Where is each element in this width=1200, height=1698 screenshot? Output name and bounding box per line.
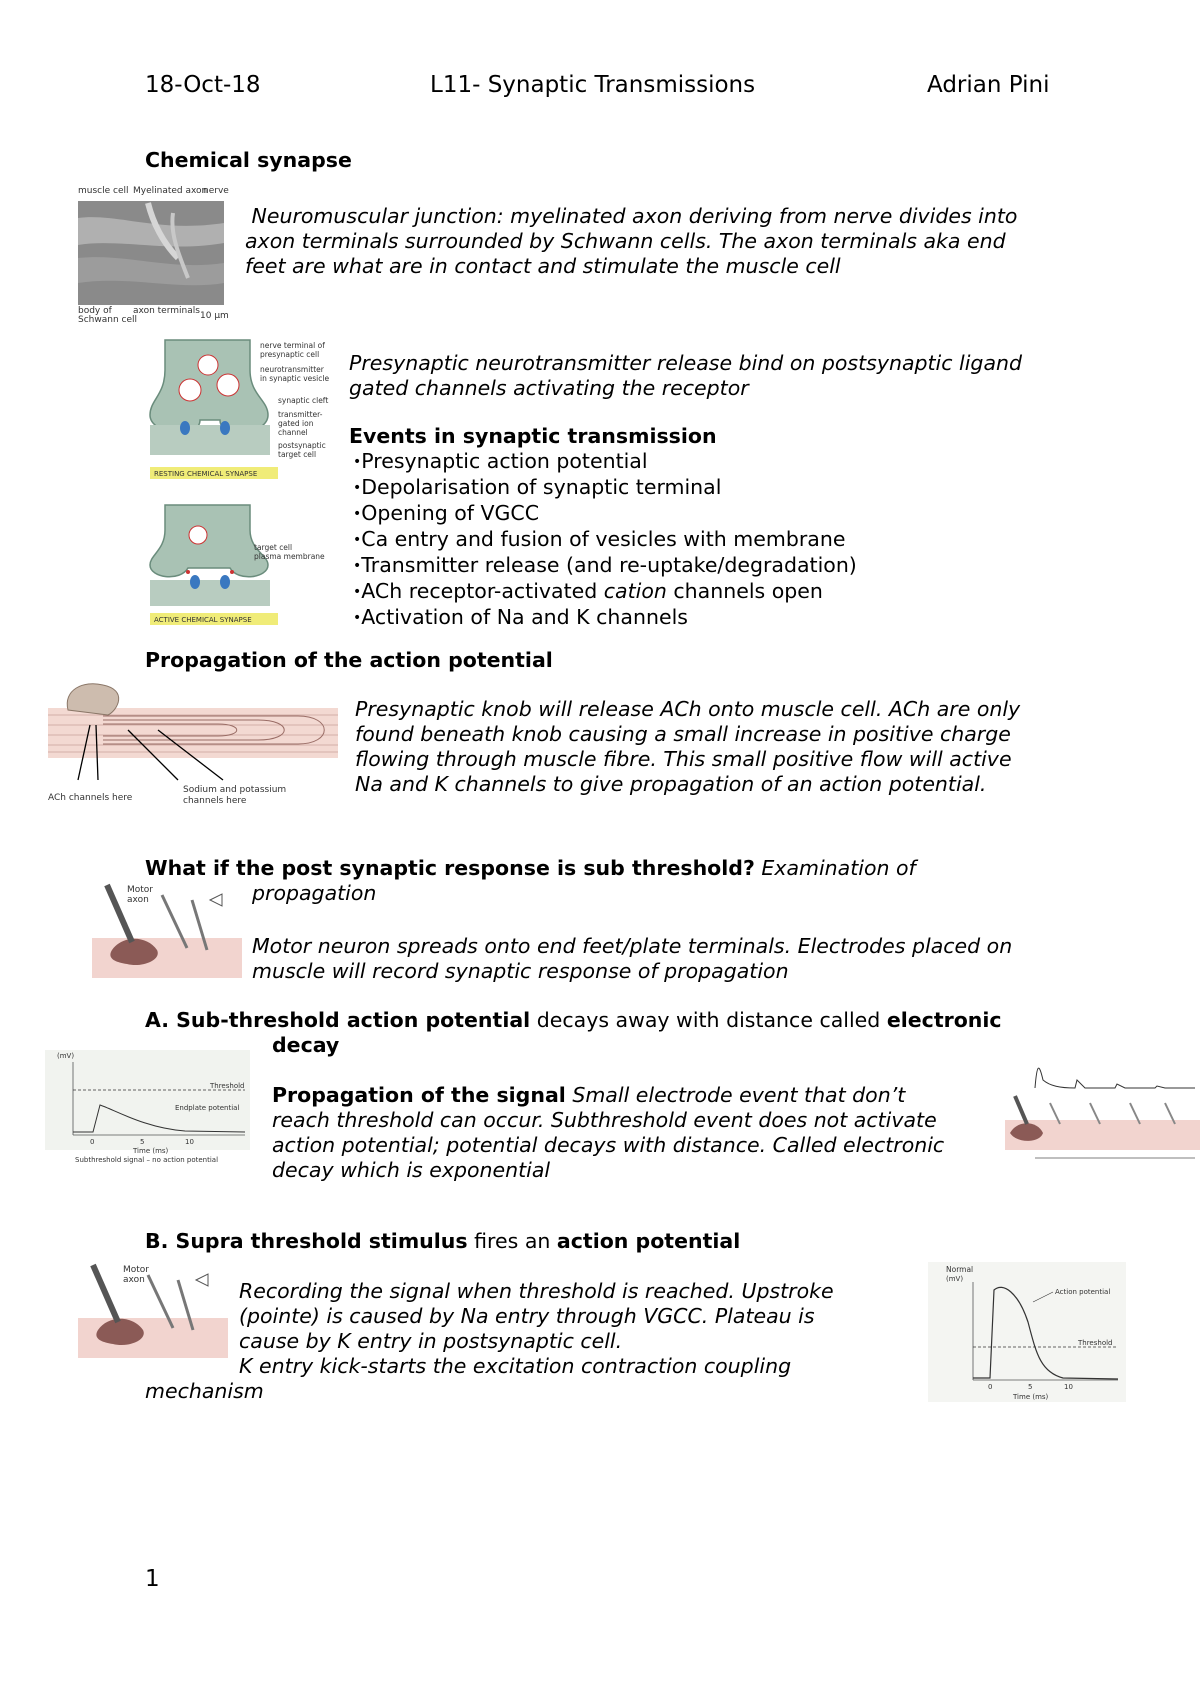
- list-item-text: Opening of VGCC: [361, 501, 540, 525]
- label-scale: 10 µm: [200, 311, 229, 321]
- list-item-text: Transmitter release (and re-uptake/degradation): [361, 553, 857, 577]
- label-ach-channels: ACh channels here: [48, 793, 133, 803]
- tick-label: 5: [140, 1138, 145, 1146]
- label-sodium-potassium: Sodium and potassium: [183, 785, 287, 795]
- suprathreshold-description: [239, 1279, 834, 1379]
- text-line: flowing through muscle fibre. This small positive flow will active: [355, 747, 1012, 771]
- heading-section-a: [145, 1008, 1002, 1033]
- list-item-text: Activation of Na and K channels: [361, 605, 688, 629]
- text-line: action potential; potential decays with distance. Called electronic: [272, 1133, 945, 1157]
- heading-bold: What if the post synaptic response is sub threshold?: [145, 856, 755, 880]
- heading-bold: A. Sub-threshold action potential: [145, 1008, 531, 1032]
- list-item-text: ACh receptor-activated: [361, 579, 604, 603]
- label-synaptic-vesicle: in synaptic vesicle: [260, 374, 330, 383]
- heading-italic: Examination of: [754, 856, 916, 880]
- label-presynaptic-cell: presynaptic cell: [260, 350, 320, 359]
- label-channel: channel: [278, 428, 308, 437]
- text-line: (pointe) is caused by Na entry through VGCC. Plateau is: [239, 1304, 815, 1328]
- label-neurotransmitter: neurotransmitter: [260, 365, 324, 374]
- text-line: Recording the signal when threshold is reached. Upstroke: [239, 1279, 834, 1303]
- label-plasma-membrane: plasma membrane: [254, 552, 325, 561]
- label-body-of: body of: [78, 306, 112, 316]
- heading-section-b: [145, 1229, 740, 1254]
- header-author: Adrian Pini: [927, 72, 1050, 98]
- label-active: ACTIVE CHEMICAL SYNAPSE: [154, 616, 252, 624]
- tick-label: 10: [185, 1138, 194, 1146]
- axis-unit: (mV): [946, 1275, 964, 1283]
- heading-events: Events in synaptic transmission: [349, 424, 717, 448]
- heading-bold: B. Supra threshold stimulus: [145, 1229, 468, 1253]
- label-action-potential: Action potential: [1055, 1288, 1111, 1296]
- list-item-text: channels open: [666, 579, 823, 603]
- decay-electrodes-figure: [1005, 1058, 1200, 1168]
- text-line: Presynaptic knob will release ACh onto muscle cell. ACh are only: [355, 697, 1021, 721]
- list-item: [353, 475, 857, 501]
- list-item: [353, 527, 857, 553]
- text-line: Motor neuron spreads onto end feet/plate terminals. Electrodes placed on: [252, 934, 1013, 958]
- propagation-description: [355, 697, 1020, 797]
- heading-chemical-synapse: Chemical synapse: [145, 148, 352, 172]
- list-item: [353, 579, 857, 605]
- nmj-micrograph-figure: [78, 183, 229, 325]
- muscle-fibre-figure: [48, 680, 348, 810]
- label-muscle-cell: muscle cell: [78, 186, 129, 196]
- bullet-icon: •: [353, 584, 362, 600]
- label-postsynaptic: postsynaptic: [278, 441, 326, 450]
- signal-bold: Propagation of the signal: [272, 1083, 566, 1107]
- signal-text: Small electrode event that don’t: [565, 1083, 906, 1107]
- label-target-cell-2: target cell: [254, 543, 293, 552]
- axis-time: Time (ms): [133, 1147, 169, 1155]
- list-item-text: Ca entry and fusion of vesicles with membrane: [361, 527, 846, 551]
- text-line: cause by K entry in postsynaptic cell.: [239, 1329, 623, 1353]
- bullet-icon: •: [353, 454, 362, 470]
- label-threshold: Threshold: [1078, 1339, 1113, 1347]
- label-endplate: Endplate potential: [175, 1104, 240, 1112]
- presynaptic-release-text: [349, 351, 1022, 401]
- motor-neuron-description: [252, 934, 1012, 984]
- header-title: L11- Synaptic Transmissions: [430, 72, 756, 98]
- heading-plain: decays away with distance called: [530, 1008, 887, 1032]
- heading-section-a-line2: decay: [272, 1033, 340, 1057]
- bullet-icon: •: [353, 610, 362, 626]
- text-line: Presynaptic neurotransmitter release bind on postsynaptic ligand: [349, 351, 1023, 375]
- heading-bold-2: electronic: [886, 1008, 1002, 1032]
- text-line: muscle will record synaptic response of propagation: [252, 959, 789, 983]
- heading-plain: fires an: [467, 1229, 557, 1253]
- tick-label: 5: [1028, 1383, 1033, 1391]
- bullet-icon: •: [353, 506, 362, 522]
- heading-subthreshold-question: [145, 856, 916, 881]
- text-line: feet are what are in contact and stimulate the muscle cell: [245, 254, 841, 278]
- action-potential-graph-figure: [928, 1262, 1128, 1402]
- label-caption: Subthreshold signal – no action potential: [75, 1156, 219, 1164]
- label-target-cell: target cell: [278, 450, 317, 459]
- heading-bold-2: action potential: [556, 1229, 741, 1253]
- label-schwann-cell: Schwann cell: [78, 315, 137, 325]
- text-line: gated channels activating the receptor: [349, 376, 749, 400]
- label-axon: axon: [127, 895, 149, 905]
- axis-time: Time (ms): [1013, 1393, 1049, 1401]
- nmj-description: [245, 204, 1017, 279]
- tick-label: 0: [90, 1138, 95, 1146]
- page-number: 1: [145, 1566, 160, 1592]
- label-motor: Motor: [123, 1265, 150, 1275]
- label-axon-terminals: axon terminals: [133, 306, 200, 316]
- label-gated-ion: gated ion: [278, 419, 314, 428]
- bullet-icon: •: [353, 558, 362, 574]
- text-line: axon terminals surrounded by Schwann cells. The axon terminals aka end: [245, 229, 1006, 253]
- text-line: reach threshold can occur. Subthreshold event does not activate: [272, 1108, 937, 1132]
- label-nerve: nerve: [203, 186, 229, 196]
- label-nerve-terminal: nerve terminal of: [260, 341, 325, 350]
- header-date: 18-Oct-18: [145, 72, 261, 98]
- list-item-text: Presynaptic action potential: [361, 449, 648, 473]
- text-line: Na and K channels to give propagation of an action potential.: [355, 772, 987, 796]
- synapse-diagram-figure: [150, 340, 340, 630]
- label-motor: Motor: [127, 885, 154, 895]
- label-channels-here: channels here: [183, 796, 247, 806]
- electrode-setup-figure: [92, 880, 242, 980]
- signal-propagation-text: [272, 1108, 944, 1183]
- label-threshold: Threshold: [210, 1082, 245, 1090]
- list-item: [353, 449, 857, 475]
- label-normal: Normal: [946, 1265, 974, 1274]
- tick-label: 10: [1064, 1383, 1073, 1391]
- subthreshold-graph-figure: [45, 1050, 255, 1165]
- text-line: Neuromuscular junction: myelinated axon deriving from nerve divides into: [245, 204, 1018, 228]
- bullet-icon: •: [353, 480, 362, 496]
- label-synaptic-cleft: synaptic cleft: [278, 396, 329, 405]
- list-item: [353, 605, 857, 631]
- list-item-emphasis: cation: [603, 579, 667, 603]
- label-transmitter: transmitter-: [278, 410, 323, 419]
- axis-unit: (mV): [57, 1052, 75, 1060]
- electrode-setup-figure-b: [78, 1260, 228, 1360]
- label-myelinated-axon: Myelinated axon: [133, 186, 208, 196]
- text-line: K entry kick-starts the excitation contraction coupling: [239, 1354, 792, 1378]
- events-list: [353, 449, 857, 631]
- text-line: decay which is exponential: [272, 1158, 551, 1182]
- tick-label: 0: [988, 1383, 993, 1391]
- heading-propagation: Propagation of the action potential: [145, 648, 553, 672]
- suprathreshold-last-line: mechanism: [145, 1379, 264, 1403]
- list-item: [353, 553, 857, 579]
- label-resting: RESTING CHEMICAL SYNAPSE: [154, 470, 258, 478]
- label-axon: axon: [123, 1275, 145, 1285]
- list-item-text: Depolarisation of synaptic terminal: [361, 475, 722, 499]
- bullet-icon: •: [353, 532, 362, 548]
- heading-subthreshold-line2: propagation: [252, 881, 377, 905]
- signal-propagation-line1: [272, 1083, 905, 1108]
- text-line: found beneath knob causing a small increase in positive charge: [355, 722, 1011, 746]
- list-item: [353, 501, 857, 527]
